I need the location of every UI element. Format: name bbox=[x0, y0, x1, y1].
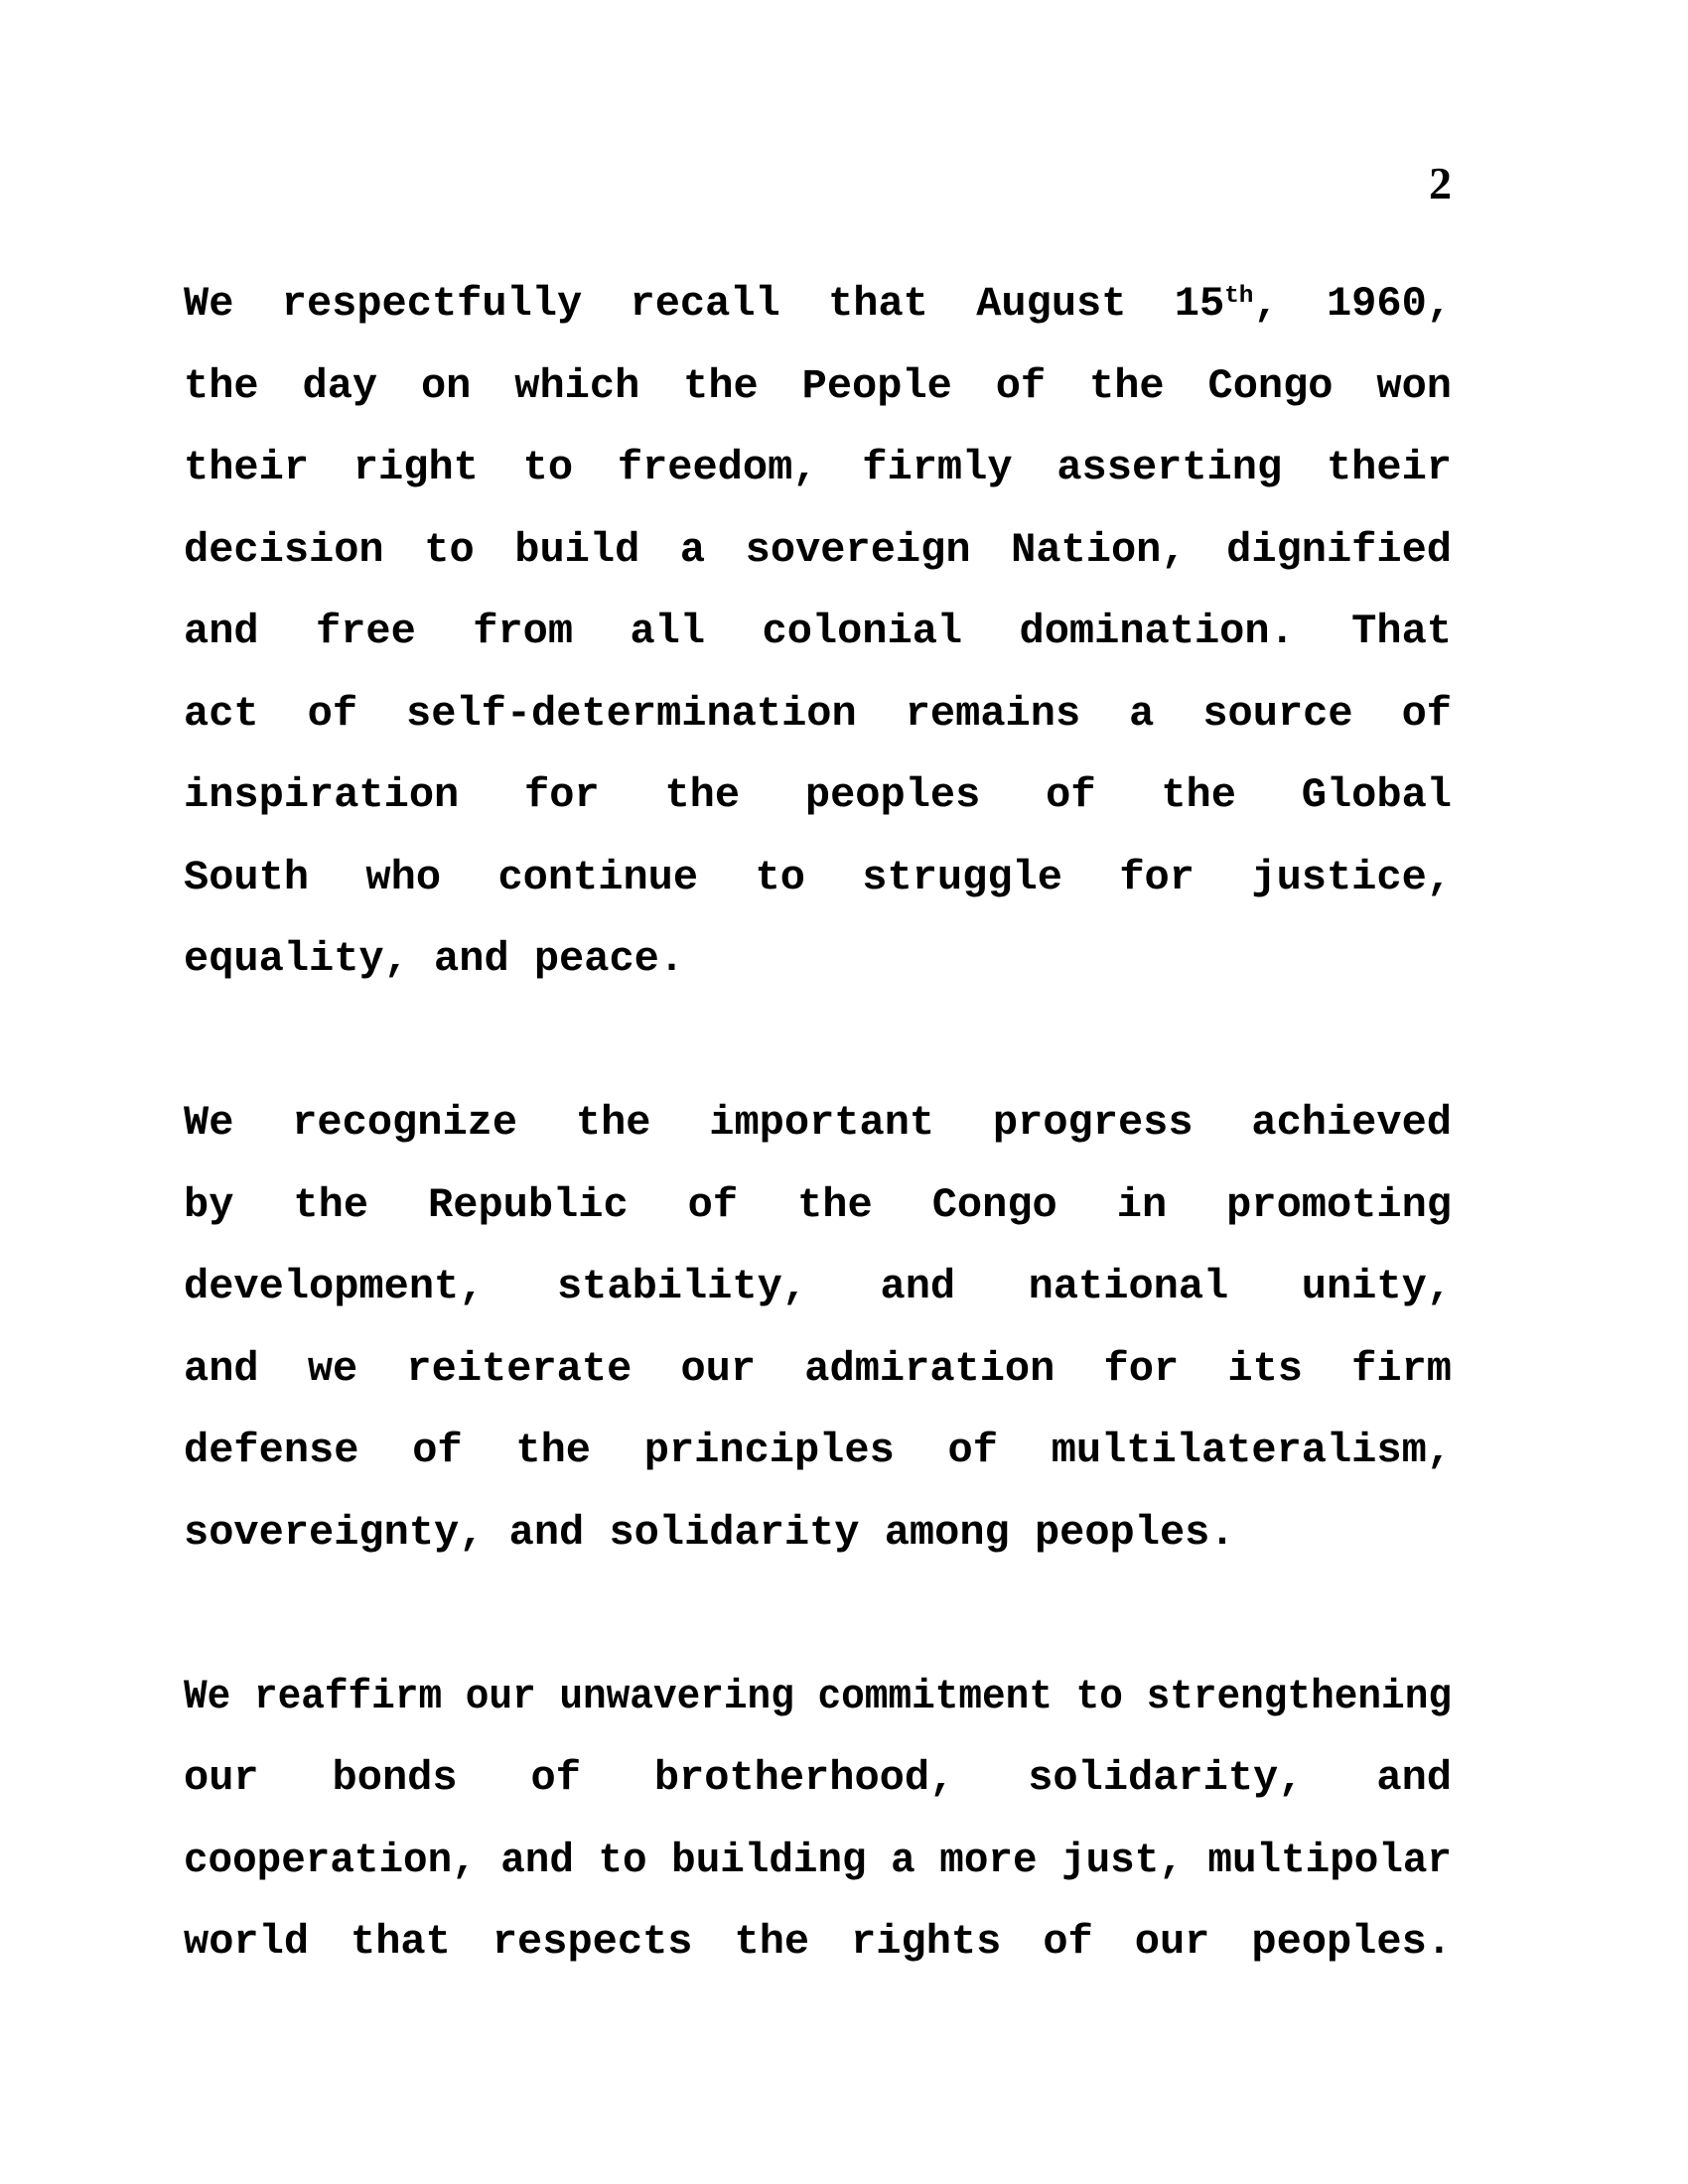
text-line-content: their right to freedom, firmly asserting their bbox=[184, 444, 1452, 491]
text-line-content: sovereignty, and solidarity among peoples. bbox=[184, 1508, 1235, 1557]
text-line-content: act of self-determination remains a source of bbox=[184, 689, 1452, 738]
text-line-content: cooperation, and to building a more just, multipolar bbox=[184, 1836, 1452, 1884]
text-line-content: We respectfully recall that August 15th, 1960, bbox=[184, 280, 1452, 328]
text-line bbox=[184, 1328, 1452, 1411]
text-line-content: decision to build a sovereign Nation, dignified bbox=[184, 525, 1452, 574]
text-line bbox=[184, 263, 1452, 345]
text-line-content: by the Republic of the Congo in promoting bbox=[184, 1180, 1452, 1229]
text-line-content: world that respects the rights of our peoples. bbox=[184, 1918, 1452, 1966]
text-line bbox=[184, 427, 1452, 509]
paragraph bbox=[184, 1082, 1452, 1573]
text-line bbox=[184, 673, 1452, 755]
text-line-content: and free from all colonial domination. That bbox=[184, 608, 1452, 655]
paragraph bbox=[184, 1656, 1452, 1983]
text-line bbox=[184, 345, 1452, 428]
text-line-content: the day on which the People of the Congo won bbox=[184, 361, 1452, 410]
text-line-content: and we reiterate our admiration for its firm bbox=[184, 1344, 1452, 1393]
text-line bbox=[184, 591, 1452, 673]
text-line bbox=[184, 1737, 1452, 1820]
paragraph bbox=[184, 263, 1452, 1001]
text-line-content: defense of the principles of multilateralism, bbox=[184, 1427, 1452, 1474]
text-line bbox=[184, 918, 1452, 1001]
text-line-content: our bonds of brotherhood, solidarity, and bbox=[184, 1754, 1452, 1802]
text-line-content: equality, and peace. bbox=[184, 935, 685, 983]
text-line bbox=[184, 1164, 1452, 1247]
text-line bbox=[184, 509, 1452, 592]
text-line bbox=[184, 1410, 1452, 1492]
text-line bbox=[184, 754, 1452, 837]
text-line bbox=[184, 1246, 1452, 1328]
text-line-content: We recognize the important progress achieved bbox=[184, 1099, 1452, 1147]
text-line-content: We reaffirm our unwavering commitment to strengthening bbox=[184, 1672, 1452, 1720]
text-line bbox=[184, 1082, 1452, 1164]
document-text-block bbox=[184, 263, 1452, 1983]
text-line-content: inspiration for the peoples of the Global bbox=[184, 771, 1452, 819]
text-line bbox=[184, 1820, 1452, 1902]
text-line bbox=[184, 1901, 1452, 1983]
text-line bbox=[184, 1492, 1452, 1574]
text-line-content: South who continue to struggle for justice, bbox=[184, 853, 1452, 901]
text-line bbox=[184, 1656, 1452, 1738]
page-number: 2 bbox=[1429, 158, 1452, 208]
text-line bbox=[184, 837, 1452, 919]
text-line-content: development, stability, and national unity, bbox=[184, 1263, 1452, 1310]
